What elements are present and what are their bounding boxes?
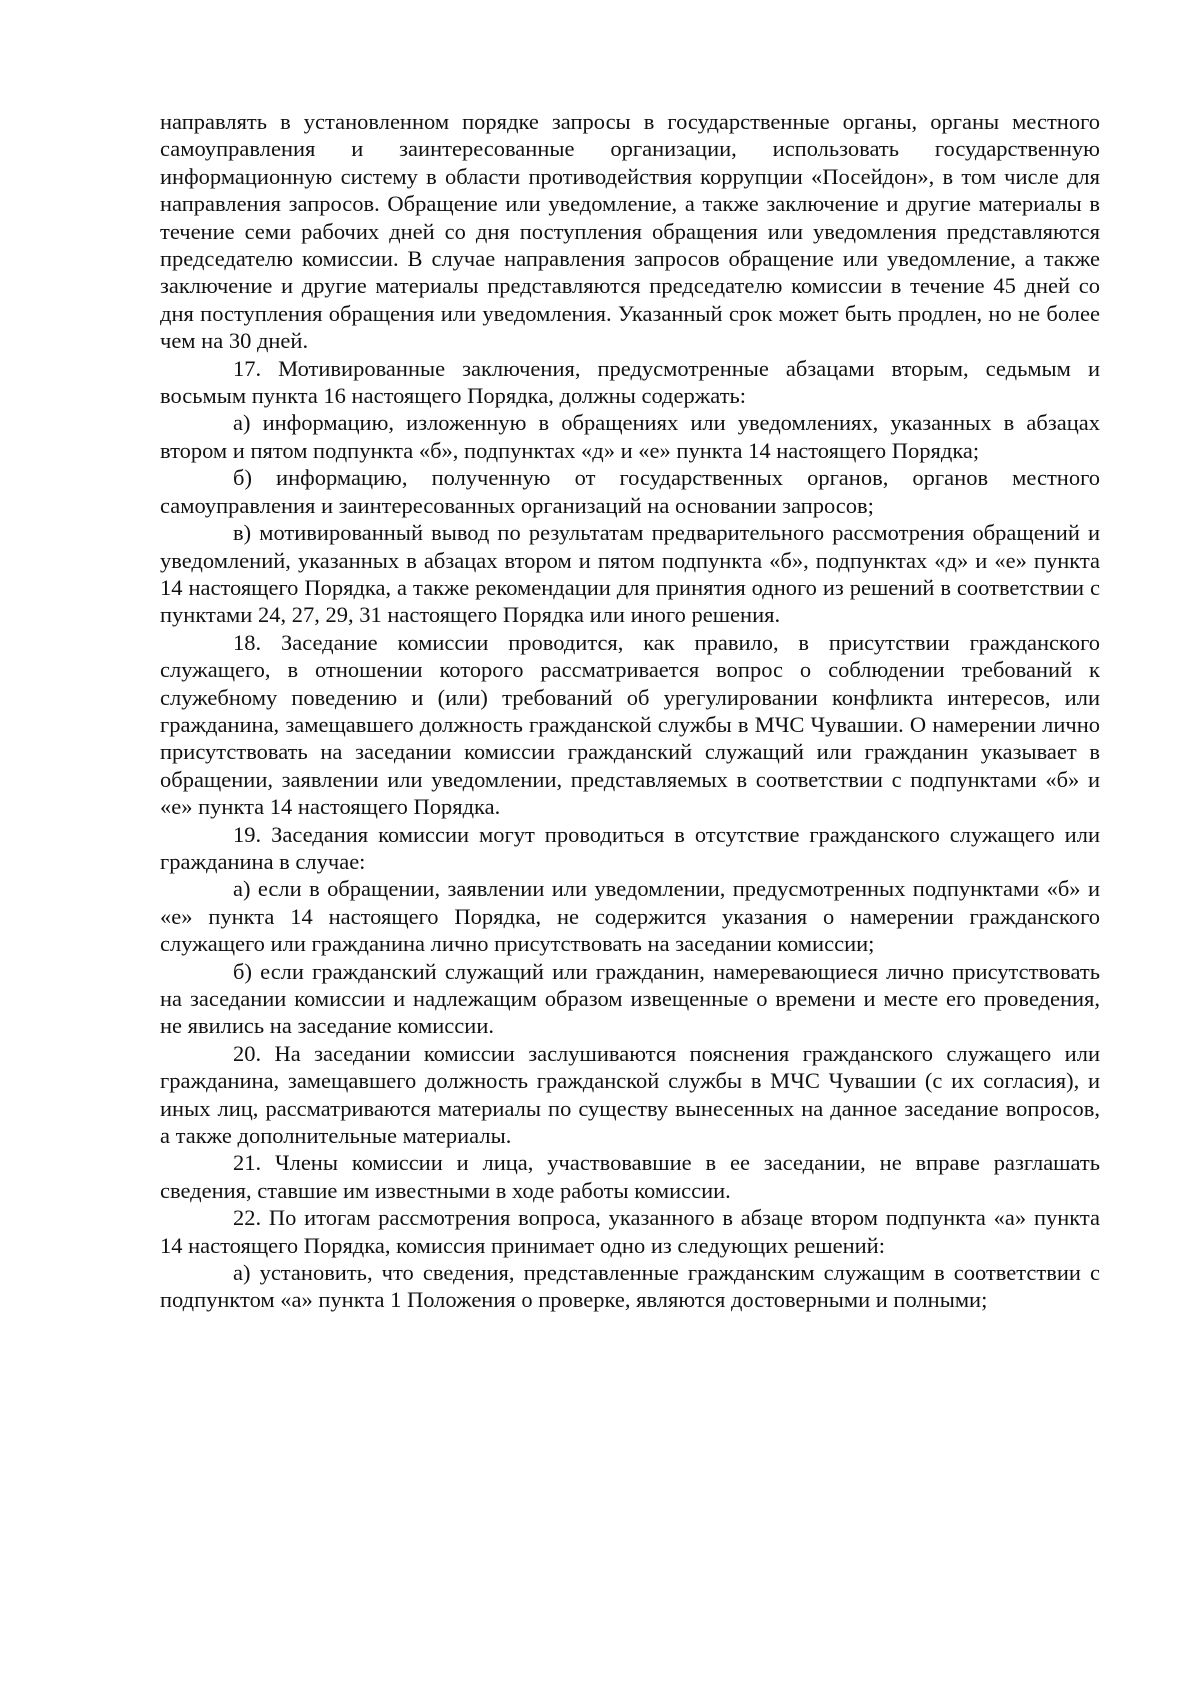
paragraph-item-19: 19. Заседания комиссии могут проводиться в отсутствие гражданского служащего или гражданина в случае: — [160, 821, 1100, 874]
paragraph-item-18: 18. Заседание комиссии проводится, как правило, в присутствии гражданского служащего, в отношении которого рассматривается вопрос о соблюдении требований к служебному поведению и (или) требований об урегулировании конфликта интересов, или гражданина, замещавшего должность гражданской службы в МЧС Чувашии. О намерении лично присутствовать на заседании комиссии гражданский служащий или гражданин указывает в обращении, заявлении или уведомлении, представляемых в соответствии с подпунктами «б» и «е» пункта 14 настоящего Порядка. — [160, 629, 1100, 820]
paragraph-continuation: направлять в установленном порядке запросы в государственные органы, органы местного самоуправления и заинтересованные организации, использовать государственную информационную систему в области противодействия коррупции «Посейдон», в том числе для направления запросов. Обращение или уведомление, а также заключение и другие материалы в течение семи рабочих дней со дня поступления обращения или уведомления представляются председателю комиссии. В случае направления запросов обращение или уведомление, а также заключение и другие материалы представляются председателю комиссии в течение 45 дней со дня поступления обращения или уведомления. Указанный срок может быть продлен, но не более чем на 30 дней. — [160, 109, 1100, 354]
paragraph-item-20: 20. На заседании комиссии заслушиваются пояснения гражданского служащего или гражданина, замещавшего должность гражданской службы в МЧС Чувашии (с их согласия), и иных лиц, рассматриваются материалы по существу вынесенных на данное заседание вопросов, а также дополнительные материалы. — [160, 1040, 1100, 1149]
paragraph-item-17a: а) информацию, изложенную в обращениях или уведомлениях, указанных в абзацах втором и пятом подпункта «б», подпунктах «д» и «е» пункта 14 настоящего Порядка; — [160, 410, 1100, 463]
paragraph-item-19b: б) если гражданский служащий или гражданин, намеревающиеся лично присутствовать на заседании комиссии и надлежащим образом извещенные о времени и месте его проведения, не явились на заседание комиссии. — [160, 958, 1100, 1039]
paragraph-item-22a: а) установить, что сведения, представленные гражданским служащим в соответствии с подпунктом «а» пункта 1 Положения о проверке, являются достоверными и полными; — [160, 1260, 1100, 1313]
paragraph-item-17v: в) мотивированный вывод по результатам предварительного рассмотрения обращений и уведомлений, указанных в абзацах втором и пятом подпункта «б», подпунктах «д» и «е» пункта 14 настоящего Порядка, а также рекомендации для принятия одного из решений в соответствии с пунктами 24, 27, 29, 31 настоящего Порядка или иного решения. — [160, 520, 1100, 628]
paragraph-item-19a: а) если в обращении, заявлении или уведомлении, предусмотренных подпунктами «б» и «е» пункта 14 настоящего Порядка, не содержится указания о намерении гражданского служащего или гражданина лично присутствовать на заседании комиссии; — [160, 876, 1100, 957]
paragraph-item-22: 22. По итогам рассмотрения вопроса, указанного в абзаце втором подпункта «а» пункта 14 настоящего Порядка, комиссия принимает одно из следующих решений: — [160, 1205, 1100, 1258]
document-body — [160, 108, 1100, 1314]
paragraph-item-17b: б) информацию, полученную от государственных органов, органов местного самоуправления и заинтересованных организаций на основании запросов; — [160, 465, 1100, 518]
paragraph-item-21: 21. Члены комиссии и лица, участвовавшие в ее заседании, не вправе разглашать сведения, ставшие им известными в ходе работы комиссии. — [160, 1150, 1100, 1203]
paragraph-item-17: 17. Мотивированные заключения, предусмотренные абзацами вторым, седьмым и восьмым пункта 16 настоящего Порядка, должны содержать: — [160, 355, 1100, 409]
